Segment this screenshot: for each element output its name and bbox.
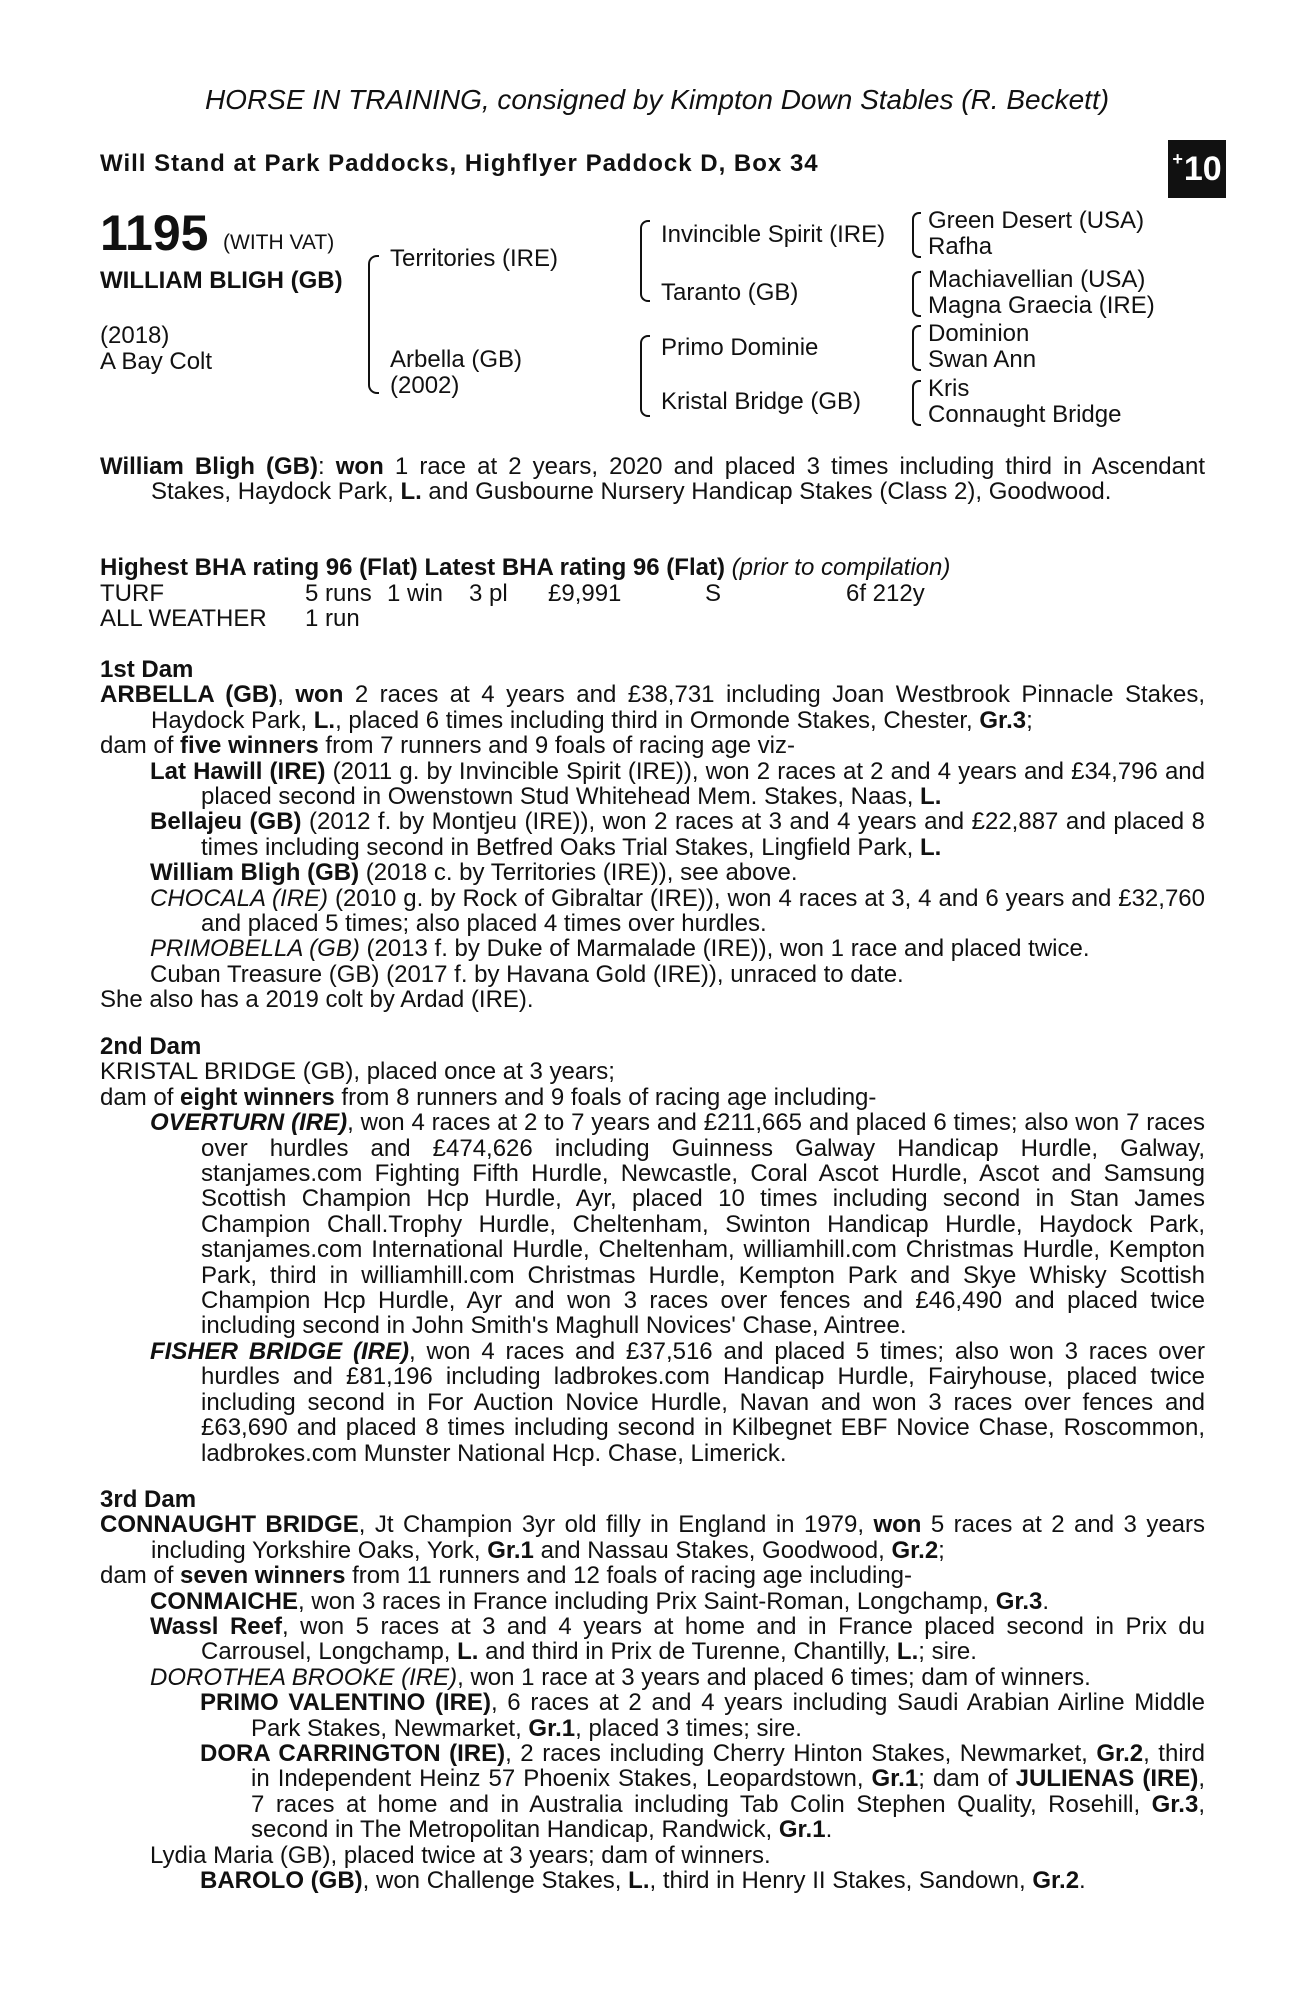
third-dam-heading-text: 3rd Dam [100,1486,197,1513]
pedigree-ddd: Connaught Bridge [928,401,1122,428]
offspring-name: Bellajeu (GB) [150,808,302,836]
text: from 7 runners and 9 foals of racing age viz- [318,732,796,760]
text: , won Challenge Stakes, [362,1867,629,1895]
listed-mark: L. [628,1867,650,1895]
offspring-entry [100,886,1205,937]
winners-count: seven winners [180,1562,346,1590]
group-mark: Gr.1 [487,1536,534,1564]
listed-mark: L. [313,706,336,734]
offspring-name: William Bligh (GB) [150,859,360,887]
aw-runs: 1 run [305,605,360,632]
text: , 7 races at home and in Australia including Tab Colin Stephen Quality, Rosehill, [251,1765,1205,1818]
offspring-entry [100,1339,1205,1466]
offspring-entry [100,759,1205,810]
pedigree-brace-gen3-1 [912,212,921,258]
consignor-header: HORSE IN TRAINING, consigned by Kimpton Down Stables (R. Beckett) [204,84,1110,115]
text: ; dam of [918,1765,1008,1793]
text: from 11 runners and 12 foals of racing age including- [345,1562,913,1590]
offspring-entry: Cuban Treasure (GB) (2017 f. by Havana Gold (IRE)), unraced to date. [150,960,904,988]
group-mark: Gr.3 [1151,1790,1199,1818]
pedigree-sss: Green Desert (USA) [928,207,1145,234]
grandchild-name: PRIMO VALENTINO (IRE) [200,1689,491,1717]
second-dam-section [100,1034,1205,1466]
turf-money: £9,991 [548,580,622,607]
group-mark: Gr.2 [1032,1867,1080,1895]
first-dam-section [100,657,1205,1013]
racing-record [100,454,1205,505]
second-dam-heading-text: 2nd Dam [100,1033,202,1060]
won-label: won [335,453,384,480]
pedigree-dam: Arbella (GB) [390,346,523,373]
listed-mark: L. [896,1638,919,1666]
text: , second in The Metropolitan Handicap, Randwick, [251,1790,1205,1844]
listed-mark: L. [457,1638,479,1666]
pedigree-brace-sire [640,220,650,302]
text: . [1042,1587,1050,1615]
horse-name-bold: William Bligh (GB) [100,453,318,480]
turf-runs: 5 runs [305,580,372,607]
text: 2 races at 4 years and £38,731 including Joan Westbrook Pinnacle Stakes, Haydock Park, [151,681,1205,734]
grandchild-name: BAROLO (GB) [200,1867,363,1895]
group-mark: Gr.1 [778,1816,826,1844]
text: , won 5 races at 3 and 4 years at home and in France placed second in Prix du Carrousel, Longchamp, [201,1613,1205,1666]
foaling-year: (2018) [100,322,170,349]
racing-text-2: and Gusbourne Nursery Handicap Stakes (Class 2), Goodwood. [421,478,1112,506]
grandchild-entry [100,1868,1205,1893]
offspring-name: CONMAICHE [150,1587,298,1615]
pedigree-dsd: Swan Ann [928,346,1037,373]
text: (2010 g. by Rock of Gibraltar (IRE)), won 4 races at 3, 4 and 6 years and £32,760 and placed 5 times; also placed 4 times over hurdles. [201,884,1205,938]
text: , placed 6 times including third in Ormonde Stakes, Chester, [335,706,980,734]
racing-summary [100,454,1205,505]
pedigree-dss: Dominion [928,320,1030,347]
text: . [825,1816,833,1844]
text: dam of [100,1083,181,1111]
rating-bold: Highest BHA rating 96 (Flat) Latest BHA rating 96 (Flat) [100,554,725,581]
turf-label: TURF [100,580,164,607]
pedigree-brace-gen3-4 [912,380,921,426]
offspring-name: CHOCALA (IRE) [150,884,329,912]
lot-number: 1195 [100,205,209,261]
offspring-entry [100,809,1205,860]
text: dam of [100,1562,181,1590]
offspring-name: Lat Hawill (IRE) [150,757,326,785]
great-grandchild-name: JULIENAS (IRE) [1015,1765,1199,1793]
turf-placed: 3 pl [469,580,508,607]
group-mark: Gr.2 [1096,1740,1144,1768]
won-label: won [295,681,344,709]
text: , won 3 races in France including Prix Saint-Roman, Longchamp, [298,1587,996,1615]
offspring-entry [100,1665,1205,1690]
rating-note: (prior to compilation) [731,554,951,581]
horse-name: WILLIAM BLIGH (GB) [100,267,343,294]
second-dam-produce-line [100,1085,1205,1110]
first-dam-record [100,682,1205,733]
text: , won 4 races and £37,516 and placed 5 times; also won 3 races over hurdles and £81,196 including ladbrokes.com Handicap Hurdle, Fairyhouse, placed twice including second in For Auction Novice Hurdle, Navan and won 3 races over fences and £63,690 and placed 8 times including second in Kilbegnet EBF Novice Chase, Roscommon, ladbrokes.com Munster National Hcp. Chase, Limerick. [201,1337,1205,1467]
horse-description: A Bay Colt [100,348,213,375]
text: 5 races at 2 and 3 years including Yorkshire Oaks, York, [151,1511,1206,1564]
turf-going: S [705,580,722,607]
offspring-name: Wassl Reef [150,1613,282,1641]
won-label: won [873,1511,922,1539]
group-mark: Gr.3 [995,1587,1043,1615]
pedigree-brace-dam [640,335,650,417]
group-mark: Gr.3 [979,706,1027,734]
text: , third in Henry II Stakes, Sandown, [649,1867,1033,1895]
first-dam-heading-text: 1st Dam [100,656,194,683]
offspring-name: OVERTURN (IRE) [150,1109,348,1137]
aw-label: ALL WEATHER [100,605,267,632]
pedigree-brace-gen3-2 [912,271,921,317]
bha-rating [100,555,1205,580]
offspring-entry: Lydia Maria (GB), placed twice at 3 years; dam of winners. [150,1841,771,1869]
pedigree-sire-sire: Invincible Spirit (IRE) [661,221,886,248]
pedigree-brace-gen3-3 [912,325,921,371]
text: , placed 3 times; sire. [575,1714,802,1742]
third-dam-produce-line [100,1563,1205,1588]
stand-location: Will Stand at Park Paddocks, Highflyer Paddock D, Box 34 [100,150,819,177]
text: and third in Prix de Turenne, Chantilly, [478,1638,897,1666]
listed-mark: L. [920,783,942,811]
turf-distance: 6f 212y [846,580,925,607]
pedigree-brace-main [368,255,379,394]
vat-note: (WITH VAT) [223,231,335,254]
third-dam-heading [100,1487,1205,1512]
sep: , [277,681,296,709]
plus-ten-badge [1168,140,1226,198]
pedigree-ssd: Rafha [928,233,993,260]
listed-mark: L. [400,478,422,506]
text: , third in Independent Heinz 57 Phoenix Stakes, Leopardstown, [251,1740,1205,1793]
colon: : [317,453,336,480]
pedigree-sdd: Magna Graecia (IRE) [928,292,1155,319]
second-dam-heading [100,1034,1205,1059]
text: . [1079,1867,1086,1895]
offspring-name: FISHER BRIDGE (IRE) [150,1337,409,1365]
horse-info [100,323,212,375]
text: (2011 g. by Invincible Spirit (IRE)), won 2 races at 2 and 4 years and £34,796 and placed second in Owenstown Stud Whitehead Mem. Stakes, Naas, [201,757,1205,811]
pedigree-dds: Kris [928,375,970,402]
third-dam-section [100,1487,1205,1894]
third-dam-name: CONNAUGHT BRIDGE [100,1511,359,1539]
text: ; sire. [918,1638,977,1666]
second-dam-record: KRISTAL BRIDGE (GB), placed once at 3 years; [100,1058,615,1086]
also-has: She also has a 2019 colt by Ardad (IRE). [100,986,534,1014]
group-mark: Gr.1 [871,1765,919,1793]
third-dam-record [100,1512,1205,1563]
text: from 8 runners and 9 foals of racing age including- [334,1083,877,1111]
pedigree-sire: Territories (IRE) [390,245,559,272]
offspring-entry [100,1614,1205,1665]
offspring-entry [100,936,1205,961]
text: ; [1026,706,1033,734]
pedigree-dam-sire: Primo Dominie [661,334,819,361]
offspring-entry [100,1589,1205,1614]
pedigree-dam-dam: Kristal Bridge (GB) [661,388,862,415]
text: (2013 f. by Duke of Marmalade (IRE)), won 1 race and placed twice. [359,935,1090,963]
winners-count: five winners [180,732,319,760]
offspring-entry [100,1110,1205,1339]
first-dam-name: ARBELLA (GB) [100,681,278,709]
group-mark: Gr.1 [528,1714,576,1742]
badge-plus: + [1172,148,1183,169]
text: , 2 races including Cherry Hinton Stakes, Newmarket, [505,1740,1097,1768]
badge-number: 10 [1183,149,1222,188]
text: (2012 f. by Montjeu (IRE)), won 2 races at 3 and 4 years and £22,887 and placed 8 times including second in Betfred Oaks Trial Stakes, Lingfield Park, [201,808,1205,861]
pedigree-dam-year: (2002) [390,372,460,399]
text: (2018 c. by Territories (IRE)), see above. [359,859,798,887]
rating-line [100,555,1205,580]
winners-count: eight winners [180,1083,335,1111]
offspring-entry [100,860,1205,885]
grandchild-name: DORA CARRINGTON (IRE) [200,1740,506,1768]
text: dam of [100,732,181,760]
racing-text: 1 race at 2 years, 2020 and placed 3 times including third in Ascendant Stakes, Haydock Park, [151,453,1206,506]
grandchild-entry [100,1741,1205,1843]
text: ; [938,1536,945,1564]
turf-wins: 1 win [387,580,444,607]
text: , 6 races at 2 and 4 years including Saudi Arabian Airline Middle Park Stakes, Newmarket, [251,1689,1205,1742]
grandchild-entry [100,1690,1205,1741]
text: , Jt Champion 3yr old filly in England in 1979, [358,1511,874,1539]
text: , won 4 races at 2 to 7 years and £211,665 and placed 6 times; also won 7 races over hurdles and £474,626 including Guinness Galway Handicap Hurdle, Galway, stanjames.com Fighting Fifth Hurdle, Newcastle, Coral Ascot Hurdle, Ascot and Samsung Scottish Champion Hcp Hurdle, Ayr, placed 10 times including second in Stan James Champion Chall.Trophy Hurdle, Cheltenham, Swinton Handicap Hurdle, Haydock Park, stanjames.com International Hurdle, Cheltenham, williamhill.com Christmas Hurdle, Kempton Park, third in williamhill.com Christmas Hurdle, Kempton Park and Skye Whisky Scottish Champion Hcp Hurdle, Ayr and won 3 races over fences and £46,490 and placed twice including second in John Smith's Maghull Novices' Chase, Aintree. [201,1109,1205,1340]
pedigree-sds: Machiavellian (USA) [928,266,1146,293]
offspring-name: DOROTHEA BROOKE (IRE) [150,1663,458,1691]
pedigree-sire-dam: Taranto (GB) [661,279,799,306]
text: and Nassau Stakes, Goodwood, [533,1536,892,1564]
first-dam-heading [100,657,1205,682]
listed-mark: L. [920,833,942,861]
first-dam-produce-line [100,733,1205,758]
offspring-name: PRIMOBELLA (GB) [150,935,360,963]
text: , won 1 race at 3 years and placed 6 times; dam of winners. [457,1663,1091,1691]
group-mark: Gr.2 [891,1536,939,1564]
